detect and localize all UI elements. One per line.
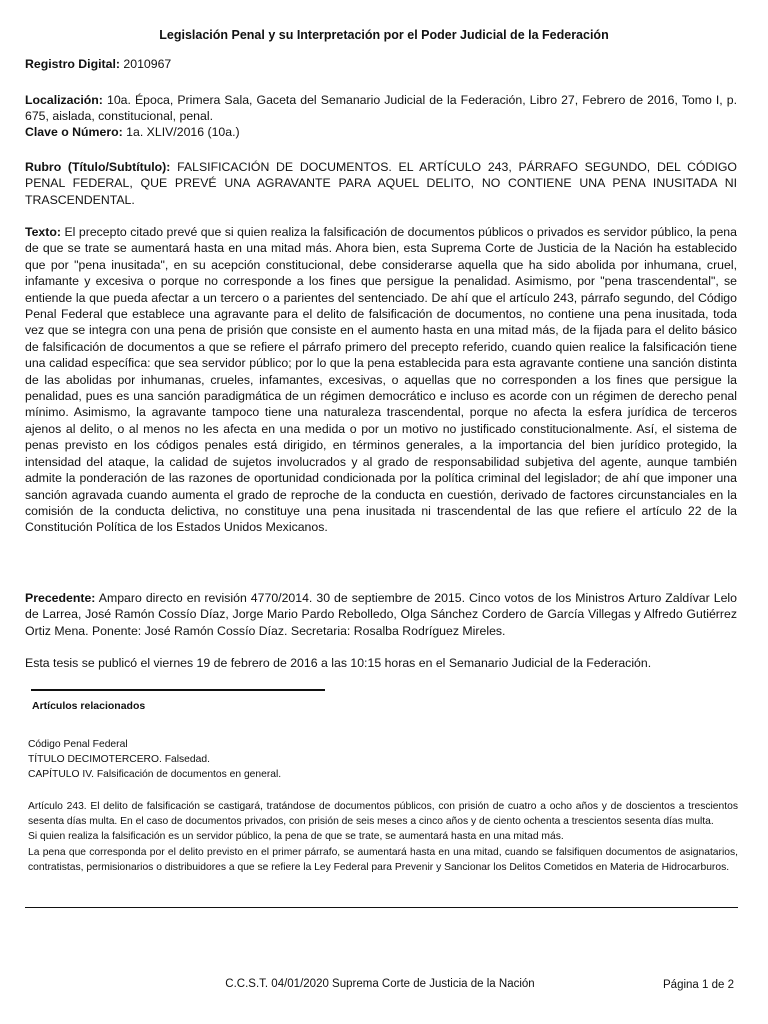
related-code-info xyxy=(28,737,738,783)
localizacion xyxy=(25,92,737,125)
texto-label: Texto: xyxy=(25,225,61,239)
related-divider xyxy=(31,689,325,691)
related-code-chapter: CAPÍTULO IV. Falsificación de documentos en general. xyxy=(28,769,282,781)
rubro-label: Rubro (Título/Subtítulo): xyxy=(25,160,171,174)
footer-page-number: Página 1 de 2 xyxy=(663,979,734,991)
registro-label: Registro Digital: xyxy=(25,57,120,71)
article-paragraph-2: Si quien realiza la falsificación es un servidor público, la pena de que se trate, se aumentará hasta en una mitad más. xyxy=(28,831,564,843)
rubro xyxy=(25,159,737,208)
footer-source: C.C.S.T. 04/01/2020 Suprema Corte de Justicia de la Nación xyxy=(225,978,535,990)
article-paragraph-1: Artículo 243. El delito de falsificación se castigará, tratándose de documentos públicos, con prisión de cuatro a ocho años y de doscientos a trescientos sesenta días multa. En el caso de documentos privados, con prisión de seis meses a cinco años y de ciento ochenta a trescientos sesenta días multa. xyxy=(28,801,738,828)
texto xyxy=(25,224,737,536)
registro-value: 2010967 xyxy=(123,57,172,71)
related-code-name: Código Penal Federal xyxy=(28,739,128,750)
precedente-value: Amparo directo en revisión 4770/2014. 30 de septiembre de 2015. Cinco votos de los Ministros Arturo Zaldívar Lelo de Larrea, José Ramón Cossío Díaz, Jorge Mario Pardo Rebolledo, Olga Sánchez Cordero de García Villegas y Alfredo Gutiérrez Ortiz Mena. Ponente: José Ramón Cossío Díaz. Secretaria: Rosalba Rodríguez Mireles. xyxy=(25,591,737,638)
clave-label: Clave o Número: xyxy=(25,125,123,139)
registro-digital xyxy=(25,56,737,72)
clave-value: 1a. XLIV/2016 (10a.) xyxy=(126,125,240,139)
localizacion-label: Localización: xyxy=(25,93,103,107)
related-code-title: TÍTULO DECIMOTERCERO. Falsedad. xyxy=(28,754,210,766)
section-end-divider xyxy=(25,907,738,908)
texto-value: El precepto citado prevé que si quien realiza la falsificación de documentos públicos o privados es servidor público, la pena de que se trate se aumentará hasta en una mitad más. Ahora bien, esta Suprema Corte de Justicia de la Nación ha establecido que por "pena inusitada", en su acepción constitucional, debe considerarse aquella que ha sido abolida por inhumana, cruel, infamante y excesiva o porque no corresponde a los fines que persigue la penalidad. Asimismo, por "pena trascendental", se entiende la que pueda afectar a un tercero o a parientes del sentenciado. De ahí que el artículo 243, párrafo segundo, del Código Penal Federal que establece una agravante para el delito de falsificación de documentos, no contiene una pena inusitada, toda vez que se integra con una pena de prisión que consiste en el aumento hasta en una mitad más, de la fijada para el delito básico de falsificación de documentos a que se refiere el párrafo primero del precepto referido, cuando quien realice la falsificación tiene una calidad específica: que sea servidor público; por lo que la pena establecida para esta agravante contiene una sanción distinta de las abolidas por inhumanas, crueles, infamantes, excesivas, o aquellas que no corresponden a los fines que persigue la penalidad, pues es una sanción paradigmática de un régimen democrático e incluso es acorde con un régimen de derecho penal mínimo. Asimismo, la agravante tampoco tiene una naturaleza trascendental, porque no afecta la esfera jurídica de terceros ajenos al delito, o al menos no les afecta en una medida o por un motivo no justificado constitucionalmente. Así, el sistema de penas previsto en los códigos penales está dirigido, en términos generales, a la importancia del bien jurídico protegido, la intensidad del ataque, la calidad de sujetos involucrados y al grado de responsabilidad subjetiva del agente, aunque también admite la ponderación de las razones de oportunidad condicionada por la política criminal del legislador; de ahí que imponer una sanción agravada cuando aumenta el grado de reproche de la conducta en cuestión, derivado de factores circunstanciales en la comisión de la conducta delictiva, no constituye una pena inusitada ni trascendental de las que refiere el artículo 22 de la Constitución Política de los Estados Unidos Mexicanos. xyxy=(25,225,737,535)
rubro-value: FALSIFICACIÓN DE DOCUMENTOS. EL ARTÍCULO 243, PÁRRAFO SEGUNDO, DEL CÓDIGO PENAL FEDERAL, QUE PREVÉ UNA AGRAVANTE PARA AQUEL DELITO, NO CONTIENE UNA PENA INUSITADA NI TRASCENDENTAL. xyxy=(25,160,737,207)
localizacion-value: 10a. Época, Primera Sala, Gaceta del Semanario Judicial de la Federación, Libro 27, Febrero de 2016, Tomo I, p. 675, aislada, constitucional, penal. xyxy=(25,93,738,124)
related-article-text xyxy=(28,799,738,875)
precedente-label: Precedente: xyxy=(25,591,96,605)
clave-numero xyxy=(25,124,737,140)
related-articles-title: Artículos relacionados xyxy=(32,700,146,712)
publicacion-note: Esta tesis se publicó el viernes 19 de febrero de 2016 a las 10:15 horas en el Semanario Judicial de la Federación. xyxy=(25,656,652,670)
precedente xyxy=(25,590,737,639)
document-title: Legislación Penal y su Interpretación por el Poder Judicial de la Federación xyxy=(159,28,609,42)
article-paragraph-3: La pena que corresponda por el delito previsto en el primer párrafo, se aumentará hasta en una mitad, cuando se falsifiquen documentos de asignatarios, contratistas, permisionarios o distribuidores a que se refiere la Ley Federal para Prevenir y Sancionar los Delitos Cometidos en Materia de Hidrocarburos. xyxy=(28,846,738,873)
